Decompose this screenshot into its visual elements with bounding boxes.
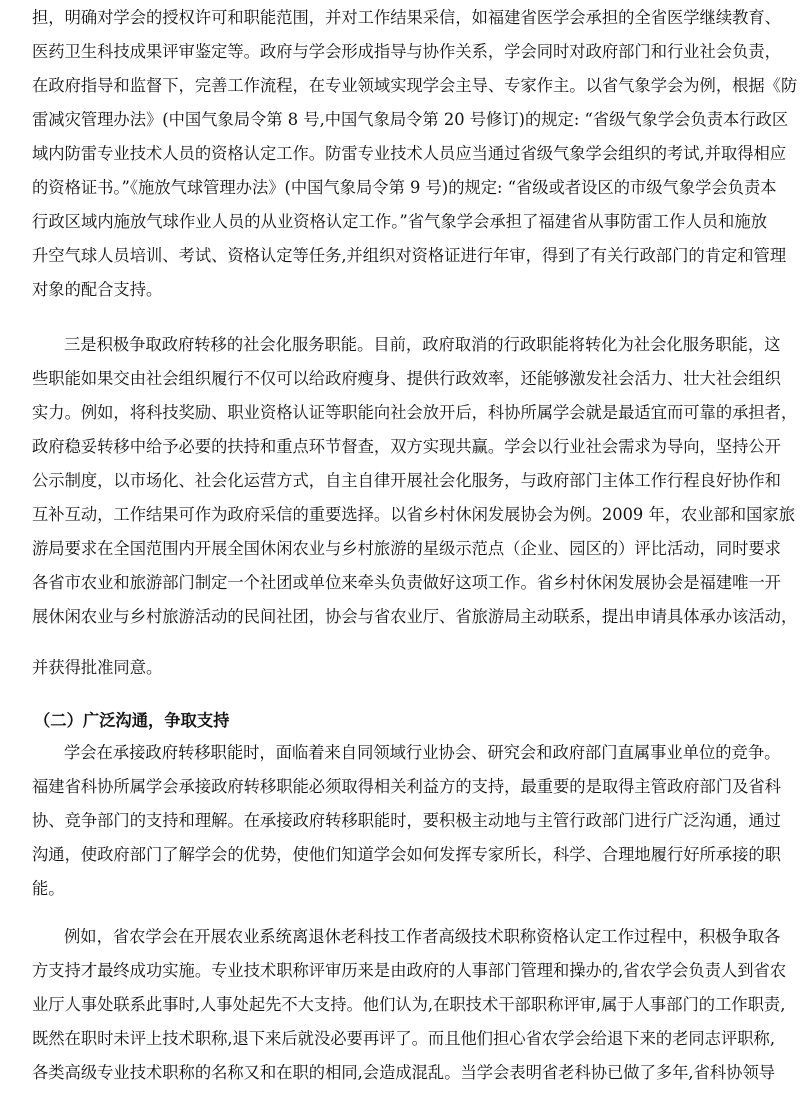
text-line: 雷减灾管理办法》(中国气象局令第 8 号,中国气象局令第 20 号修订)的规定: “省级气象学会负责本行政区 <box>32 110 789 129</box>
text-line: 对象的配合支持。 <box>32 280 163 299</box>
text-line: 方支持才最终成功实施。专业技术职称评审历来是由政府的人事部门管理和操办的,省农学会负责人到省农 <box>32 961 787 980</box>
text-line: 政府稳妥转移中给予必要的扶持和重点环节督查，双方实现共赢。学会以行业社会需求为导向，坚持公开 <box>32 437 781 456</box>
text-line: 域内防雷专业技术人员的资格认定工作。防雷专业技术人员应当通过省级气象学会组织的考试,并取得相应 <box>32 144 787 163</box>
text-line: 实力。例如，将科技奖励、职业资格认证等职能向社会放开后，科协所属学会就是最适宜而可靠的承担者， <box>32 403 798 422</box>
text-line: 互补互动，工作结果可作为政府采信的重要选择。以省乡村休闲发展协会为例。2009 年，农业部和国家旅 <box>32 505 795 524</box>
text-line: 既然在职时未评上技术职称,退下来后就没必要再评了。而且他们担心省农学会给退下来的老同志评职称, <box>32 1029 776 1048</box>
text-line: 行政区域内施放气球作业人员的从业资格认定工作。”省气象学会承担了福建省从事防雷工作人员和施放 <box>32 212 767 231</box>
text-line: 能。 <box>32 879 65 898</box>
text-line: 游局要求在全国范围内开展全国休闲农业与乡村旅游的星级示范点（企业、园区的）评比活动，同时要求 <box>32 539 781 558</box>
text-line: 在政府指导和监督下，完善工作流程，在专业领域实现学会主导、专家作主。以省气象学会为例，根据《防 <box>32 76 798 95</box>
text-line: 协、竞争部门的支持和理解。在承接政府转移职能时，要积极主动地与主管行政部门进行广泛沟通，通过 <box>32 811 781 830</box>
text-line: 并获得批准同意。 <box>32 658 163 677</box>
section-heading: （二）广泛沟通，争取支持 <box>34 711 230 730</box>
text-line: 沟通，使政府部门了解学会的优势，使他们知道学会如何发挥专家所长，科学、合理地履行好所承接的职 <box>32 845 781 864</box>
text-line: 公示制度，以市场化、社会化运营方式，自主自律开展社会化服务，与政府部门主体工作行程良好协作和 <box>32 471 781 490</box>
text-line: 各省市农业和旅游部门制定一个社团或单位来牵头负责做好这项工作。省乡村休闲发展协会是福建唯一开 <box>32 573 781 592</box>
text-line: 医药卫生科技成果评审鉴定等。政府与学会形成指导与协作关系，学会同时对政府部门和行业社会负责， <box>32 42 781 61</box>
text-line: 展休闲农业与乡村旅游活动的民间社团，协会与省农业厅、省旅游局主动联系，提出申请具体承办该活动， <box>32 607 798 626</box>
text-line: 的资格证书。”《施放气球管理办法》(中国气象局令第 9 号)的规定: “省级或者设区的市级气象学会负责本 <box>32 178 777 197</box>
text-line: 例如，省农学会在开展农业系统离退休老科技工作者高级技术职称资格认定工作过程中，积极争取各 <box>64 927 781 946</box>
text-line: 业厅人事处联系此事时,人事处起先不大支持。他们认为,在职技术干部职称评审,属于人事部门的工作职责, <box>32 995 786 1014</box>
text-line: 三是积极争取政府转移的社会化服务职能。目前，政府取消的行政职能将转化为社会化服务职能，这 <box>64 335 781 354</box>
text-line: 些职能如果交由社会组织履行不仅可以给政府瘦身、提供行政效率，还能够激发社会活力、壮大社会组织 <box>32 369 781 388</box>
text-line: 升空气球人员培训、考试、资格认定等任务,并组织对资格证进行年审，得到了有关行政部门的肯定和管理 <box>32 246 787 265</box>
text-line: 担，明确对学会的授权许可和职能范围，并对工作结果采信，如福建省医学会承担的全省医学继续教育、 <box>32 8 781 27</box>
text-line: 各类高级专业技术职称的名称又和在职的相同,会造成混乱。当学会表明省老科协已做了多年,省科协领导 <box>32 1063 776 1082</box>
text-line: 福建省科协所属学会承接政府转移职能必须取得相关利益方的支持，最重要的是取得主管政府部门及省科 <box>32 777 781 796</box>
text-line: 学会在承接政府转移职能时，面临着来自同领域行业协会、研究会和政府部门直属事业单位的竞争。 <box>64 743 781 762</box>
